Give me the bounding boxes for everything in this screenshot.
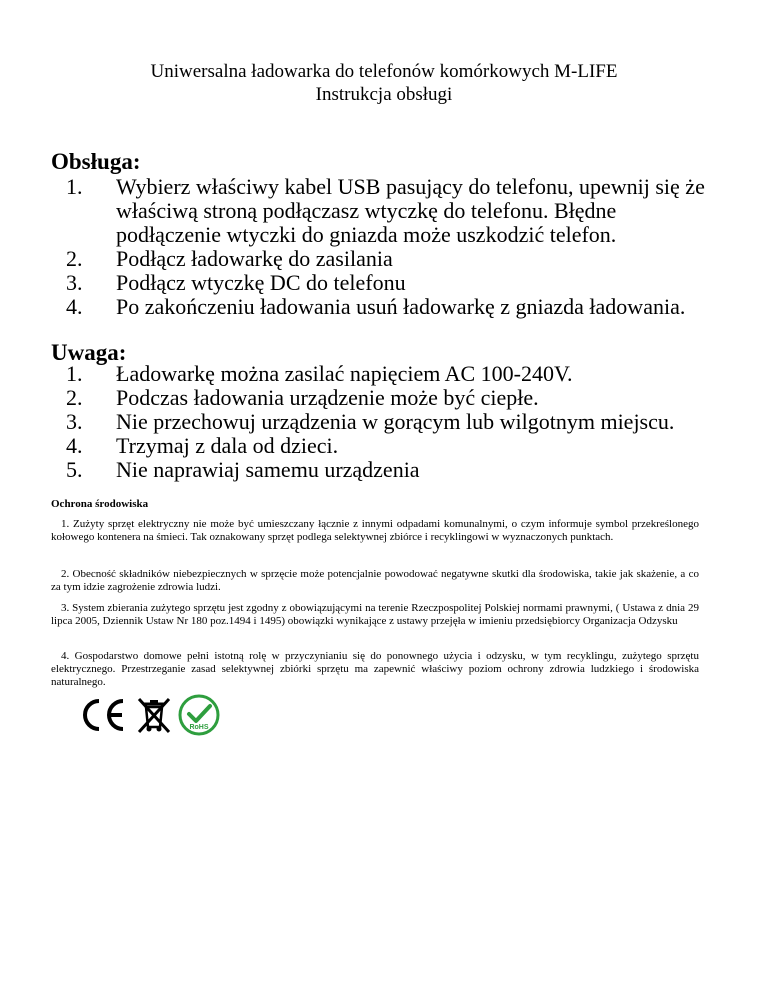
environment-paragraph-1: 1. Zużyty sprzęt elektryczny nie może być umieszczany łącznie z innymi odpadami komunalnymi, o czym informuje symbol przekreślonego kołowego kontenera na śmieci. Tak oznakowany sprzęt podlega selektywnej zbiórce i recyklingowi w wyznaczonych punktach. xyxy=(51,518,699,543)
document-header xyxy=(0,60,768,106)
environment-paragraph-2: 2. Obecność składników niebezpiecznych w sprzęcie może potencjalnie powodować negatywne skutki dla środowiska, takie jak skażenie, a co za tym idzie zagrożenie zdrowia ludzi. xyxy=(51,568,699,593)
environment-title: Ochrona środowiska xyxy=(51,498,149,510)
document-subtitle: Instrukcja obsługi xyxy=(315,84,453,105)
obsluga-heading: Obsługa: xyxy=(51,149,141,174)
list-item: 5. Nie naprawiaj samemu urządzenia xyxy=(66,457,420,482)
uwaga-heading: Uwaga: xyxy=(51,340,127,365)
list-item: 4. Trzymaj z dala od dzieci. xyxy=(66,433,339,458)
weee-crossed-bin-icon xyxy=(134,695,174,735)
list-item: 2. Podczas ładowania urządzenie może być ciepłe. xyxy=(66,385,539,410)
list-item: 1. Ładowarkę można zasilać napięciem AC 100-240V. xyxy=(66,361,573,386)
document-title: Uniwersalna ładowarka do telefonów komórkowych M-LIFE xyxy=(150,61,618,82)
list-item: 2. Podłącz ładowarkę do zasilania xyxy=(66,246,393,271)
list-item: 3. Podłącz wtyczkę DC do telefonu xyxy=(66,270,406,295)
uwaga-list xyxy=(51,362,721,482)
list-item: 4. Po zakończeniu ładowania usuń ładowarkę z gniazda ładowania. xyxy=(66,294,686,319)
rohs-check-icon xyxy=(178,694,220,736)
list-item: 1. Wybierz właściwy kabel USB pasujący do telefonu, upewnij się że właściwą stroną podłączasz wtyczkę do telefonu. Błędne podłączenie wtyczki do gniazda może uszkodzić telefon. xyxy=(66,174,705,247)
rohs-label: RoHS xyxy=(189,724,209,731)
certification-logos xyxy=(78,695,220,735)
environment-paragraph-4: 4. Gospodarstwo domowe pełni istotną rolę w przyczynianiu się do ponownego użycia i odzysku, w tym recyklingu, zużytego sprzętu elektrycznego. Przestrzeganie zasad selektywnej zbiórki sprzętu ma zapewnić właściwy poziom ochrony zdrowia ludzkiego i środowiska naturalnego. xyxy=(51,650,699,688)
ce-mark-icon xyxy=(78,698,128,732)
environment-paragraph-3: 3. System zbierania zużytego sprzętu jest zgodny z obowiązującymi na terenie Rzeczpospolitej Polskiej normami prawnymi, ( Ustawa z dnia 29 lipca 2005, Dziennik Ustaw Nr 180 poz.1494 i 1495) obowiązki wynikające z ustawy przejęła w imieniu przedsiębiorcy Organizacja Odzysku xyxy=(51,602,699,627)
obsluga-list xyxy=(51,175,721,319)
list-item: 3. Nie przechowuj urządzenia w gorącym lub wilgotnym miejscu. xyxy=(66,409,675,434)
